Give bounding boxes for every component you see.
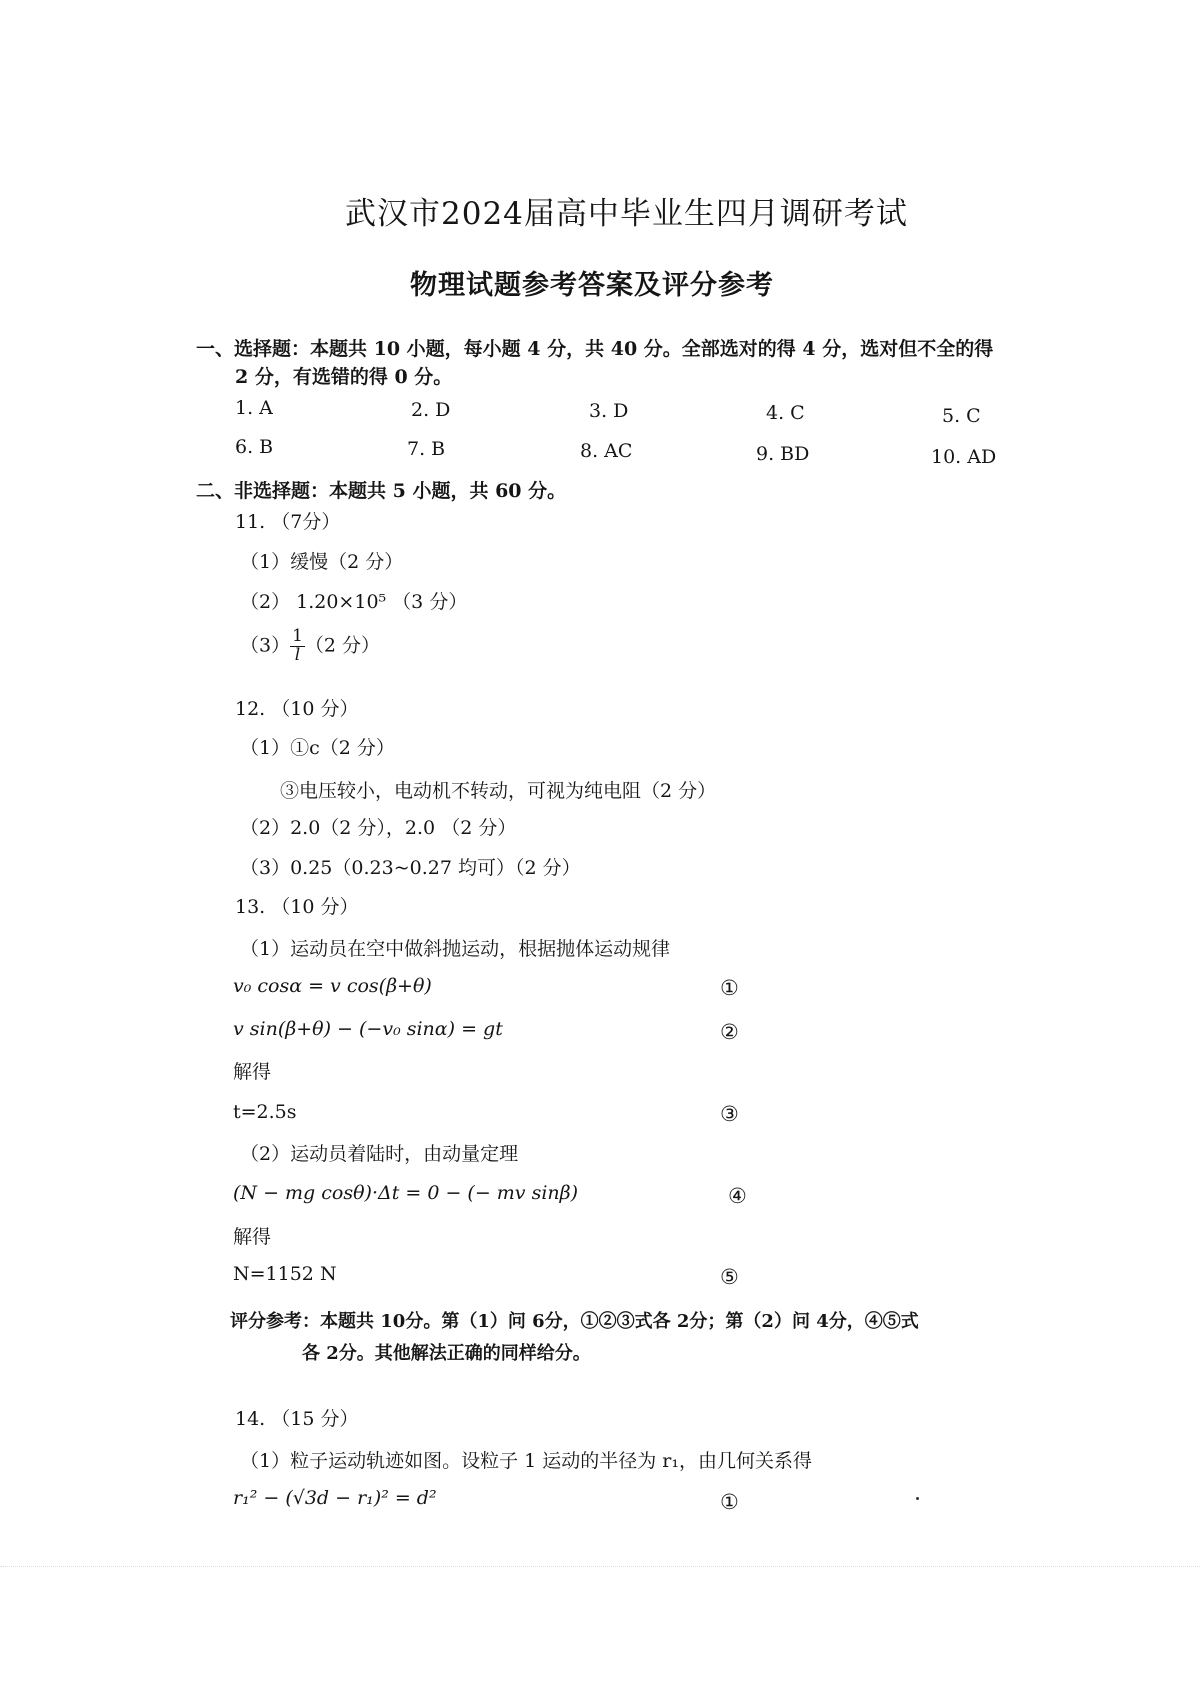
section1-heading-line2: 2 分，有选错的得 0 分。	[235, 366, 453, 388]
q13-equation-2: v sin(β+θ) − (−v₀ sinα) = gt	[233, 1018, 503, 1040]
page-title: 武汉市2024届高中毕业生四月调研考试	[345, 196, 908, 232]
q11-fraction	[290, 628, 305, 665]
q11-part3-suffix: （2 分）	[304, 634, 381, 657]
q12-part3: （3）0.25（0.23~0.27 均可）（2 分）	[240, 857, 581, 879]
page-bottom-edge	[0, 1566, 1200, 1568]
answer-9: 9. BD	[756, 443, 810, 465]
q13-title: 13. （10 分）	[235, 896, 359, 918]
q11-part1: （1）缓慢（2 分）	[240, 551, 404, 573]
scan-speck	[916, 1497, 919, 1500]
q13-part1: （1）运动员在空中做斜抛运动，根据抛体运动规律	[240, 938, 671, 960]
answer-3: 3. D	[589, 400, 629, 422]
q13-result-2-mark: ⑤	[720, 1265, 739, 1289]
q13-equation-1-mark: ①	[720, 976, 739, 1000]
q13-result-2: N=1152 N	[233, 1263, 337, 1285]
q13-part2: （2）运动员着陆时，由动量定理	[240, 1143, 519, 1165]
q13-solve-1: 解得	[233, 1061, 272, 1083]
q11-fraction-numerator: 1	[292, 626, 303, 646]
answer-2: 2. D	[411, 399, 451, 421]
q13-equation-2-mark: ②	[720, 1020, 739, 1044]
q12-title: 12. （10 分）	[235, 698, 359, 720]
answer-5: 5. C	[942, 405, 981, 427]
q11-title: 11. （7分）	[235, 511, 341, 533]
q14-equation-1-mark: ①	[720, 1490, 739, 1514]
q13-equation-4-mark: ④	[728, 1184, 747, 1208]
section2-heading: 二、非选择题：本题共 5 小题，共 60 分。	[196, 480, 567, 502]
answer-8: 8. AC	[580, 440, 633, 462]
q13-result-1: t=2.5s	[233, 1101, 297, 1123]
q13-scoring-line2: 各 2分。其他解法正确的同样给分。	[302, 1343, 591, 1364]
q13-solve-2: 解得	[233, 1226, 272, 1248]
q14-equation-1: r₁² − (√3d − r₁)² = d²	[233, 1487, 437, 1509]
q12-part1b: ③电压较小，电动机不转动，可视为纯电阻（2 分）	[280, 780, 717, 802]
q11-part3-prefix: （3）	[240, 634, 291, 657]
q12-part2: （2）2.0（2 分），2.0 （2 分）	[240, 817, 517, 839]
q14-title: 14. （15 分）	[235, 1408, 359, 1430]
answer-10: 10. AD	[931, 446, 997, 468]
answer-6: 6. B	[235, 436, 274, 458]
q11-fraction-denominator: l	[294, 644, 301, 665]
q11-part2: （2） 1.20×10⁵ （3 分）	[240, 591, 468, 613]
q13-equation-4: (N − mg cosθ)·Δt = 0 − (− mv sinβ)	[233, 1182, 579, 1204]
answer-1: 1. A	[235, 397, 273, 419]
q13-scoring-line1: 评分参考：本题共 10分。第（1）问 6分，①②③式各 2分；第（2）问 4分，④⑤式	[230, 1311, 919, 1332]
q12-part1: （1）①c（2 分）	[240, 737, 395, 759]
q11-part3	[240, 628, 380, 665]
page-subtitle: 物理试题参考答案及评分参考	[410, 270, 774, 301]
answer-4: 4. C	[766, 402, 805, 424]
section1-heading-line1: 一、选择题：本题共 10 小题，每小题 4 分，共 40 分。全部选对的得 4 分，选对但不全的得	[196, 338, 994, 360]
q14-part1: （1）粒子运动轨迹如图。设粒子 1 运动的半径为 r₁，由几何关系得	[240, 1450, 812, 1472]
q13-result-1-mark: ③	[720, 1102, 739, 1126]
answer-7: 7. B	[407, 438, 446, 460]
q13-equation-1: v₀ cosα = v cos(β+θ)	[233, 975, 432, 997]
